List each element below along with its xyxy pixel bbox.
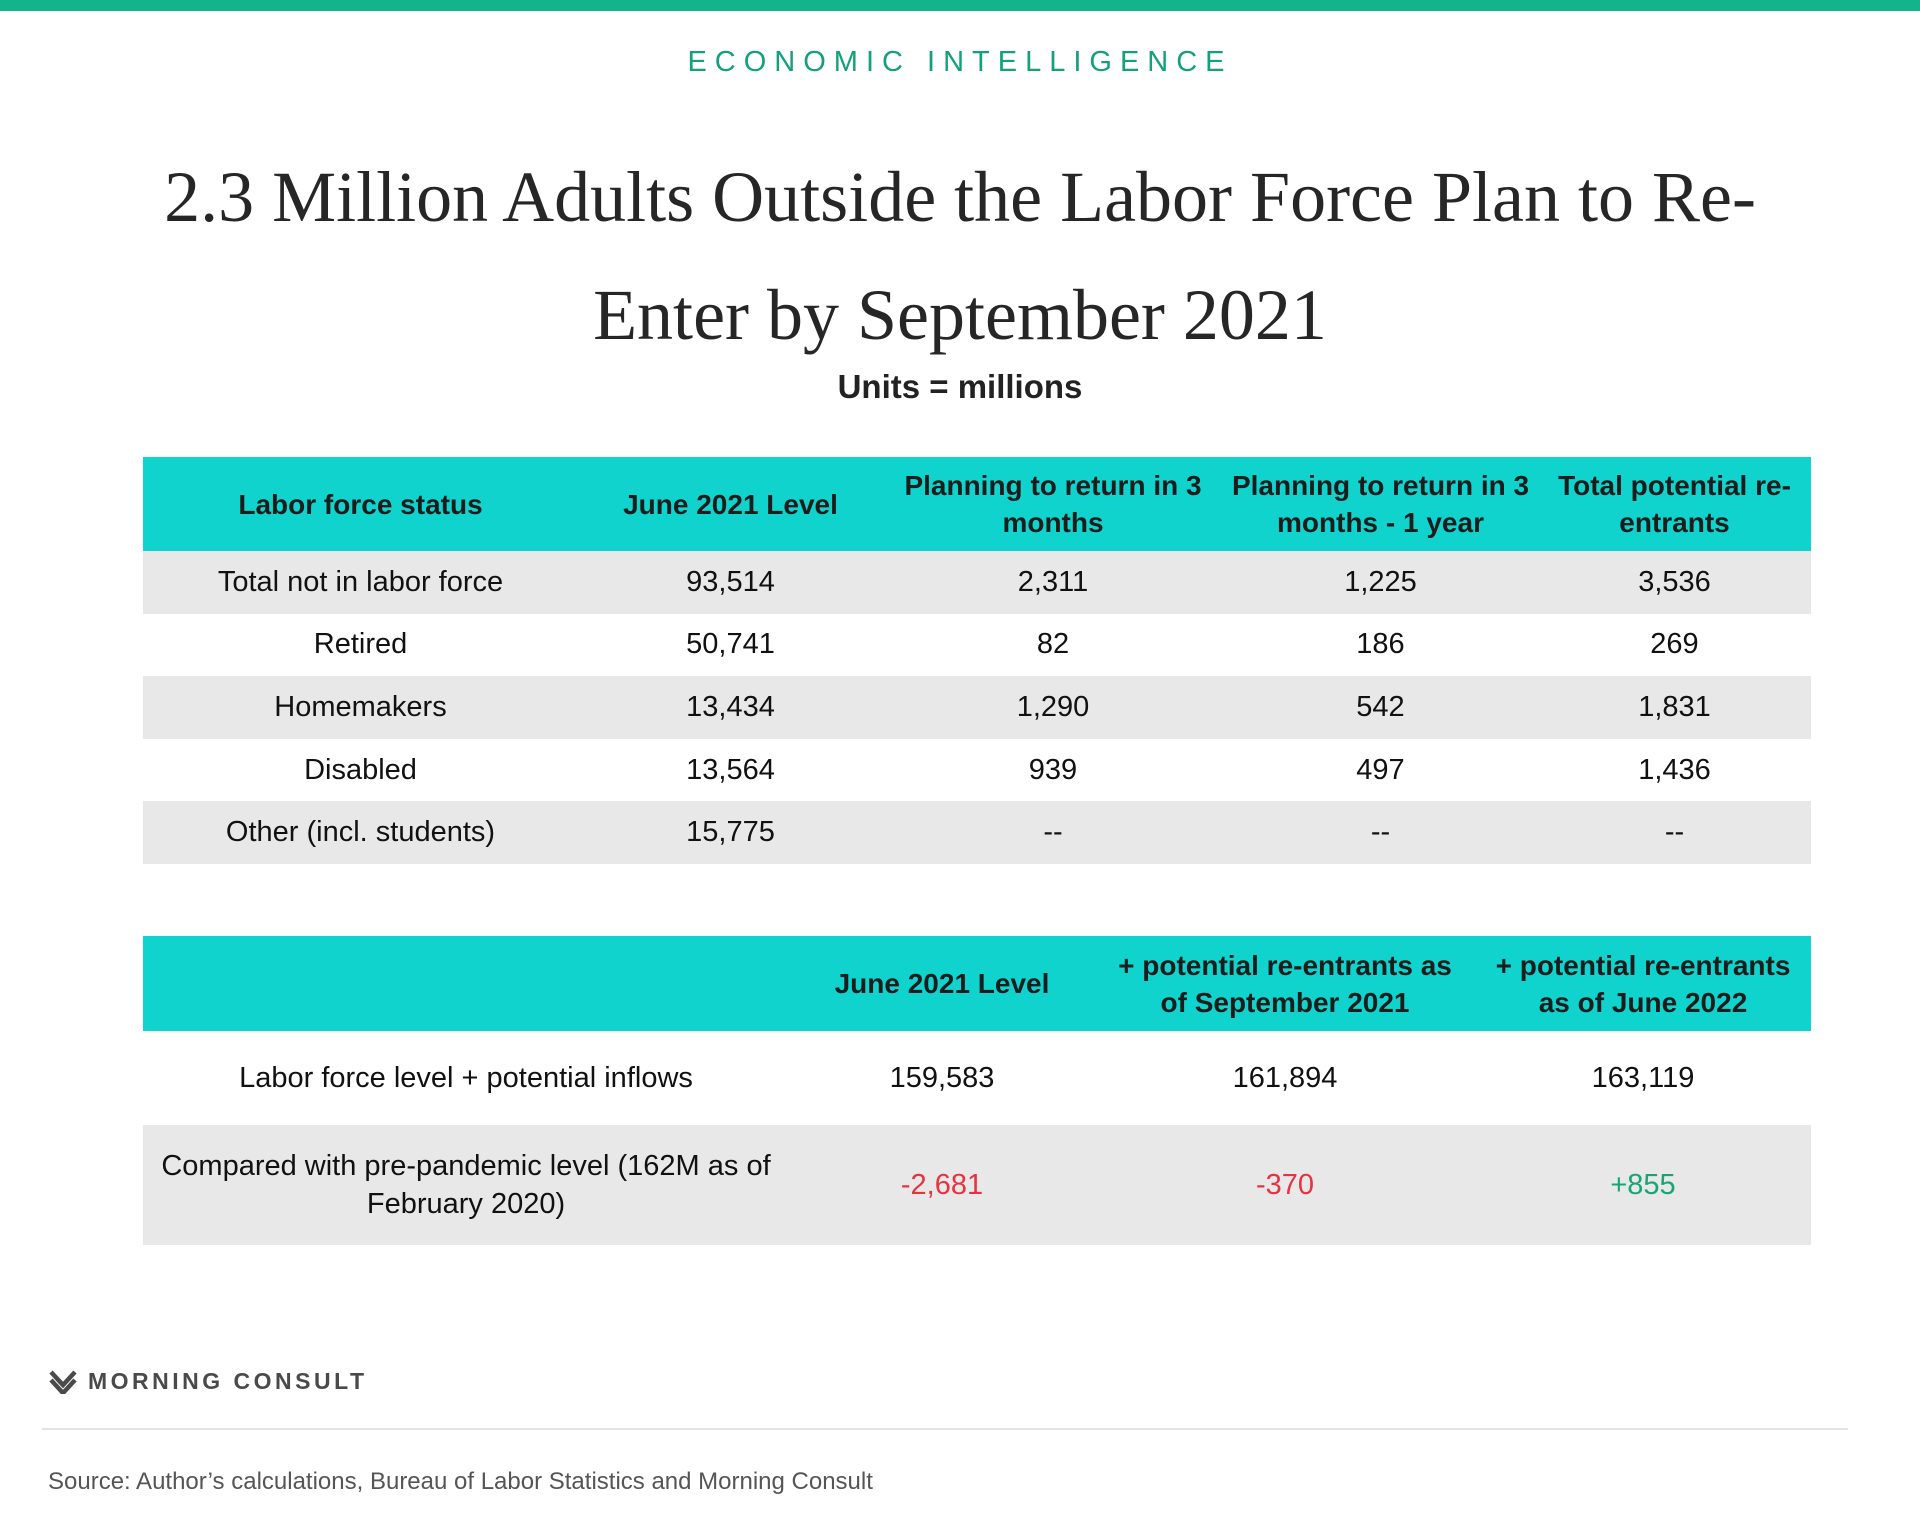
table-cell: 50,741 bbox=[686, 628, 775, 661]
table-cell: 15,775 bbox=[578, 801, 883, 864]
row-label: Total not in labor force bbox=[143, 551, 578, 614]
table-row bbox=[143, 676, 1811, 739]
table-cell: 159,583 bbox=[889, 1061, 995, 1094]
table-cell: 93,514 bbox=[578, 551, 883, 614]
divider bbox=[42, 1428, 1848, 1430]
row-label: Labor force level + potential inflows bbox=[239, 1062, 693, 1094]
source-note: Source: Author’s calculations, Bureau of Labor Statistics and Morning Consult bbox=[48, 1468, 873, 1495]
table-row bbox=[143, 1031, 1811, 1125]
labor-force-table bbox=[143, 936, 1811, 1245]
table-cell: 542 bbox=[1223, 676, 1538, 739]
table-row bbox=[143, 551, 1811, 614]
row-label: Retired bbox=[313, 628, 408, 661]
column-header: Total potential re-entrants bbox=[1538, 457, 1811, 551]
table-cell: 939 bbox=[1028, 753, 1078, 786]
top-accent-bar bbox=[0, 0, 1920, 11]
table-cell: 1,436 bbox=[1638, 753, 1711, 786]
column-header: Planning to return in 3 months bbox=[883, 457, 1223, 551]
row-label: Disabled bbox=[304, 753, 417, 786]
row-label: Homemakers bbox=[143, 676, 578, 739]
column-header bbox=[143, 936, 789, 1031]
column-header: Planning to return in 3 months - 1 year bbox=[1223, 457, 1538, 551]
section-kicker: ECONOMIC INTELLIGENCE bbox=[687, 46, 1233, 78]
table-cell: 82 bbox=[1036, 628, 1070, 661]
table-cell: -- bbox=[883, 801, 1223, 864]
table-cell: 269 bbox=[1650, 628, 1699, 661]
table-cell: 497 bbox=[1356, 753, 1405, 786]
table-cell: 3,536 bbox=[1538, 551, 1811, 614]
column-header: + potential re-entrants as of June 2022 bbox=[1475, 936, 1811, 1031]
table-cell: -370 bbox=[1095, 1125, 1475, 1245]
table-cell: 186 bbox=[1356, 628, 1405, 661]
table-row bbox=[143, 801, 1811, 864]
table-cell: 2,311 bbox=[883, 551, 1223, 614]
table-cell: 1,225 bbox=[1223, 551, 1538, 614]
table-cell: 161,894 bbox=[1232, 1061, 1338, 1094]
brand-name: MORNING CONSULT bbox=[88, 1367, 368, 1394]
column-header: June 2021 Level bbox=[578, 457, 883, 551]
table-row bbox=[143, 1125, 1811, 1245]
table-header-row bbox=[143, 936, 1811, 1031]
table-row bbox=[143, 614, 1811, 677]
table-cell: -- bbox=[1223, 801, 1538, 864]
column-header: June 2021 Level bbox=[789, 936, 1095, 1031]
page-title: 2.3 Million Adults Outside the Labor Force Plan to Re-Enter by September 2021 bbox=[164, 157, 1756, 355]
table-cell: 163,119 bbox=[1591, 1061, 1695, 1094]
units-note: Units = millions bbox=[837, 368, 1083, 405]
table-cell: -2,681 bbox=[789, 1125, 1095, 1245]
table-row bbox=[143, 739, 1811, 802]
table-cell: -- bbox=[1538, 801, 1811, 864]
column-header: + potential re-entrants as of September 2021 bbox=[1095, 936, 1475, 1031]
brand-logo bbox=[48, 1364, 368, 1398]
table-cell: 13,564 bbox=[686, 753, 775, 786]
table-cell: 1,831 bbox=[1538, 676, 1811, 739]
morning-consult-logo-icon bbox=[48, 1368, 78, 1394]
row-label: Compared with pre-pandemic level (162M as of February 2020) bbox=[143, 1125, 789, 1245]
table-cell: 13,434 bbox=[578, 676, 883, 739]
reentrants-table bbox=[143, 457, 1811, 864]
table-cell: 1,290 bbox=[883, 676, 1223, 739]
table-cell: +855 bbox=[1475, 1125, 1811, 1245]
column-header: Labor force status bbox=[143, 457, 578, 551]
table-header-row bbox=[143, 457, 1811, 551]
row-label: Other (incl. students) bbox=[143, 801, 578, 864]
